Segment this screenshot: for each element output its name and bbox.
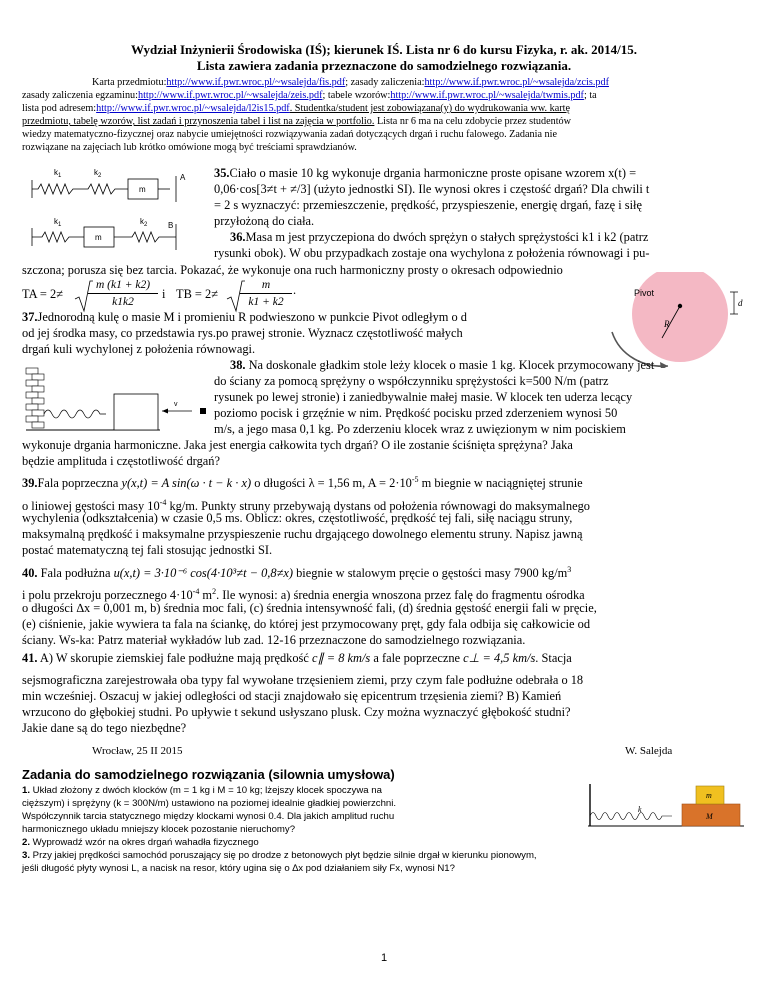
- problem-40-line-4: (e) ciśnienie, jakie wywiera ta fala na ściankę, do której jest przymocowany pręt, gdy fala odbija się całkowicie od: [22, 617, 591, 631]
- problem-35-number: 35.: [214, 166, 230, 180]
- problem-41-line-4: wrzucono do głębokiej studni. Po upływie t sekund usłyszano plusk. Czy można wyznaczyć głębokość studni?: [22, 705, 571, 719]
- fig-b-mass: m: [95, 233, 102, 242]
- ta-text: ; ta: [583, 90, 597, 101]
- tab-label: ; tabele wzorów:: [322, 90, 391, 101]
- problem-40-l2exp2: 2: [212, 587, 217, 596]
- lista-link[interactable]: http://www.if.pwr.wroc.pl/~wsalejda/l2is15.pdf: [96, 103, 290, 114]
- problem-39-formula: y(x,t) = A sin(ω · t − k · x): [121, 476, 252, 491]
- self-3-line-1: [22, 849, 752, 862]
- problem-39-l2a: o liniowej gęstości masy 10: [22, 499, 160, 514]
- title-line-2: Lista zawiera zadania przeznaczone do samodzielnego rozwiązania.: [196, 58, 572, 73]
- formula-tb-bar: [240, 293, 292, 294]
- problem-40-l2exp: -4: [192, 587, 200, 596]
- problem-39-l2exp: -4: [159, 498, 167, 507]
- problem-41-text-b: a fale poprzeczne: [373, 651, 461, 665]
- fig-a-k2: $k_2$: [94, 168, 102, 179]
- problem-40-l2a: i polu przekroju porzecznego 4·10: [22, 588, 193, 603]
- page-number: 1: [380, 952, 388, 964]
- problem-39-number: 39.: [22, 476, 38, 491]
- problem-39-l2b: kg/m. Punkty struny przebywają dystans od położenia równowagi do maksymalnego: [166, 499, 590, 514]
- place-date: Wrocław, 25 II 2015: [92, 745, 183, 757]
- problem-39-line-5: postać matematyczną tej fali stosując jednostki SI.: [22, 543, 273, 557]
- formula-tb-numerator: m: [261, 279, 271, 291]
- problem-39-exp: -5: [411, 475, 419, 484]
- self-3-number: 3.: [22, 850, 31, 861]
- obligation-text: przedmiotu, tabelę wzorów, list zadań i przynoszenia tabel i list na zajęcia w portfolio.: [22, 116, 375, 127]
- formula-tb-denominator: k1 + k2: [248, 296, 284, 308]
- problem-39-line-4: maksymalną prędkość i maksymalne przyspieszenie ruchu drgającego dowolnego elementu struny. Napisz jawną: [22, 527, 583, 541]
- problem-39-line-3: wychylenia (odkształcenia) w czasie 0,5 ms. Oblicz: okres, częstotliwość, prędkość tej fali, siłę naciągu struny,: [22, 511, 573, 525]
- problem-40-line-5: ściany. Ws-ka: Patrz materiał wykładów lub zad. 12-16 przeznaczone do samodzielnego rozwiązania.: [22, 633, 526, 647]
- self-study-heading: Zadania do samodzielnego rozwiązania (silownia umysłowa): [22, 767, 395, 782]
- problem-37-text-1: Jednorodną kulę o masie M i promieniu R podwieszono w punkcie Pivot odległym o d: [37, 310, 467, 324]
- problem-41-line-1: [22, 651, 762, 667]
- formula-tb-lhs: TB = 2≠: [176, 287, 219, 301]
- problem-37-number: 37.: [22, 310, 38, 324]
- problem-35-text-1: Ciało o masie 10 kg wykonuje drgania harmoniczne proste opisane wzorem x(t) =: [229, 166, 637, 180]
- formula-i: i: [162, 287, 166, 301]
- problem-36-line-3: szczona; porusza się bez tarcia. Pokazać, że wykonuje ona ruch harmoniczny prosty o okresach odpowiednio: [22, 263, 563, 277]
- problem-41-text-a: A) W skorupie ziemskiej fale podłużne mają prędkość: [37, 651, 309, 665]
- self-2-line-1: [22, 836, 582, 849]
- self-3-text-1: Przy jakiej prędkości samochód poruszający się po drodze z betonowych płyt będzie silnie drgał w kierunku pionowym,: [30, 850, 537, 861]
- formula-dot: .: [293, 283, 297, 297]
- zasady-link[interactable]: http://www.if.pwr.wroc.pl/~wsalejda/zcis.pdf: [424, 77, 609, 88]
- pivot-figure: [608, 272, 748, 368]
- self-1-line-1: [22, 784, 582, 797]
- problem-40-formula: u(x,t) = 3·10⁻⁶ cos(4·10³≠t − 0,8≠x): [113, 566, 293, 581]
- problem-39-text-c: m biegnie w naciągniętej strunie: [418, 476, 583, 491]
- egz-link[interactable]: http://www.if.pwr.wroc.pl/~wsalejda/zeis.pdf: [137, 90, 323, 101]
- fig-b-k2: $k_2$: [140, 217, 148, 228]
- fig-a-letter: A: [180, 173, 186, 182]
- fig-a-k1: $k_1$: [54, 168, 62, 179]
- self-1-text-1: Układ złożony z dwóch klocków (m = 1 kg i M = 10 kg; lżejszy klocek spoczywa na: [30, 785, 382, 796]
- fig-b-letter: B: [168, 221, 174, 230]
- problem-39-text-b: o długości λ = 1,56 m, A = 2·10: [254, 476, 412, 491]
- problem-36-line-1: [230, 230, 750, 246]
- problem-41-formula-1: c∥ = 8 km/s: [311, 651, 371, 665]
- author: W. Salejda: [625, 745, 673, 757]
- problem-38-line-5: m/s, a jego masa 0,1 kg. Po zderzeniu klocek wraz z uwięzionym w nim pociskiem: [214, 422, 626, 436]
- problem-41-text-c: . Stacja: [535, 651, 572, 665]
- info-line-1: [92, 76, 722, 89]
- problem-41-line-5: Jakie dane są do tego niezbędne?: [22, 721, 187, 735]
- info-line-3: [22, 102, 750, 115]
- problem-38-line-1: [230, 358, 750, 374]
- karta-link[interactable]: http://www.if.pwr.wroc.pl/~wsalejda/fis.pdf: [166, 77, 346, 88]
- self-1-line-2: cięższym) i sprężyny (k = 300N/m) ustawiono na poziomej idealnie gładkiej powierzchni.: [22, 798, 397, 809]
- problem-38-line-6: wykonuje drgania harmoniczne. Jaka jest energia całkowita tych drgań? O ile zostanie ściśnięta sprężyna? Jaka: [22, 438, 573, 452]
- problem-41-line-2: sejsmograficzna zarejestrowała oba typy fal wywołane trzęsieniem ziemi, przy czym fale podłużne odebrała o 18: [22, 673, 584, 687]
- self-1-number: 1.: [22, 785, 31, 796]
- self-2-text-1: Wyprowadź wzór na okres drgań wahadła fizycznego: [30, 837, 259, 848]
- self-1-line-4: harmonicznego układu mniejszy klocek pozostanie nieruchomy?: [22, 824, 296, 835]
- list-goal-text: Lista nr 6 ma na celu zdobycie przez studentów: [374, 116, 571, 127]
- problem-40-text-b: biegnie w stalowym pręcie o gęstości masy 7900 kg/m: [296, 566, 568, 581]
- title-line-1: Wydział Inżynierii Środowiska (IŚ); kierunek IŚ. Lista nr 6 do kursu Fizyka, r. ak. 2014/15.: [130, 42, 637, 57]
- fig-small-mass: m: [706, 791, 712, 800]
- problem-39-text-a: Fala poprzeczna: [37, 476, 119, 491]
- formula-ta-lhs: TA = 2≠: [22, 287, 64, 301]
- problem-41-number: 41.: [22, 651, 38, 665]
- student-text: . Studentka/student jest zobowiązana(y) do wydrukowania ww. kartę: [289, 103, 570, 114]
- self-2-number: 2.: [22, 837, 31, 848]
- problem-40-l2b: m: [199, 588, 213, 603]
- block-wall-figure: [24, 364, 214, 440]
- problem-40-line-3: o długości ∆x = 0,001 m, b) średnia moc fali, (c) średnia intensywność fali, (d) średnia gęstość energii fali w pręcie,: [22, 601, 597, 615]
- problem-40-text-a: Fala podłużna: [37, 566, 111, 581]
- problem-36-text-1: Masa m jest przyczepiona do dwóch sprężyn o stałych sprężystości k1 i k2 (patrz: [245, 230, 649, 244]
- formula-ta-numerator: m (k1 + k2): [95, 279, 151, 291]
- self-1-line-3: Współczynnik tarcia statycznego między klockami wynosi 0.4. Dla jakich amplitud ruchu: [22, 811, 395, 822]
- two-blocks-figure: [586, 782, 746, 830]
- fig-b-k1: $k_1$: [54, 217, 62, 228]
- problem-37-line-1: [22, 310, 612, 326]
- fig-a-mass: m: [139, 185, 146, 194]
- info-line-5: wiedzy matematyczno-fizycznej oraz nabycie umiejętności rozwiązywania zadań dotyczących drgań i ruchu falowego. Zadania nie: [22, 129, 557, 140]
- problem-37-line-2: od jej środka masy, co przedstawia rys.po prawej stronie. Wyznacz częstotliwość małych: [22, 326, 463, 340]
- problem-41-formula-2: c⊥ = 4,5 km/s: [463, 651, 536, 665]
- pivot-label: Pivot: [634, 288, 655, 298]
- problem-38-line-3: rysunek po lewej stronie) i zaniedbywalnie małej masie. W klocek ten uderza lecący: [214, 390, 633, 404]
- problem-37-line-3: drgań kuli wychylonej z położenia równowagi.: [22, 342, 256, 356]
- karta-label: Karta przedmiotu:: [92, 77, 167, 88]
- egz-label: zasady zaliczenia egzaminu:: [22, 90, 138, 101]
- problem-38-line-7: będzie amplituda i częstotliwość drgań?: [22, 454, 220, 468]
- problem-41-line-3: min wcześniej. Oszacuj w jakiej odległości od stacji znajdowało się epicentrum trzęsienia ziemi? B) Kamień: [22, 689, 562, 703]
- radius-label: R: [664, 319, 670, 329]
- problem-38-number: 38.: [230, 358, 246, 372]
- info-line-2: [22, 89, 750, 102]
- info-line-4: [22, 115, 750, 128]
- problem-38-line-2: do ściany za pomocą sprężyny o współczynniku sprężystości k=500 N/m (patrz: [214, 374, 609, 388]
- problem-38-line-4: poziomo pocisk i grzęźnie w nim. Prędkość pocisku przed zderzeniem wynosi 50: [214, 406, 618, 420]
- formula-ta-denominator: k1k2: [112, 296, 134, 308]
- problem-39-line-1: [22, 472, 762, 492]
- distance-label: d: [738, 298, 743, 308]
- self-3-line-2: jeśli długość płyty wynosi L, a nacisk na resor, który ugina się o ∆x pod działaniem siły Fx, wynosi N1?: [22, 863, 455, 874]
- tab-link[interactable]: http://www.if.pwr.wroc.pl/~wsalejda/twmis.pdf: [390, 90, 584, 101]
- problem-38-text-1: Na doskonale gładkim stole leży klocek o masie 1 kg. Klocek przymocowany jest: [248, 358, 655, 372]
- problem-40-number: 40.: [22, 566, 38, 581]
- fig-big-mass: M: [706, 812, 713, 821]
- velocity-label: v: [174, 401, 178, 408]
- problem-40-exp: 3: [567, 565, 572, 574]
- problem-36-line-2: rysunki obok). W obu przypadkach zostaje ona wychylona z położenia równowagi i pu-: [214, 246, 650, 260]
- zasady-label: ; zasady zaliczenia:: [345, 77, 425, 88]
- spring-figures: [28, 166, 214, 256]
- fig-spring-k: k: [638, 805, 642, 814]
- info-line-6: rozwiązane na zajęciach lub krótko omówione mogą być treściami sprawdzianów.: [22, 142, 357, 153]
- problem-40-l2c: . Ile wynosi: a) średnia energia wnoszona przez falę do fragmentu ośrodka: [216, 588, 585, 603]
- problem-40-line-1: [22, 562, 762, 582]
- problem-35-line-3: = 2 s wyznaczyć: przemieszczenie, prędkość, przyspieszenie, energię drgań, fazę i siłę: [214, 198, 642, 212]
- problem-35-line-1: [214, 166, 750, 182]
- lista-label: lista pod adresem:: [22, 103, 97, 114]
- problem-36-number: 36.: [230, 230, 246, 244]
- problem-35-line-2: 0,06·cos[3≠t + ≠/3] (użyto jednostki SI). Ile wynosi okres i częstość drgań? Dla chwili t: [214, 182, 650, 196]
- formula-ta-bar: [88, 293, 158, 294]
- problem-35-line-4: przyłożoną do ciała.: [214, 214, 315, 228]
